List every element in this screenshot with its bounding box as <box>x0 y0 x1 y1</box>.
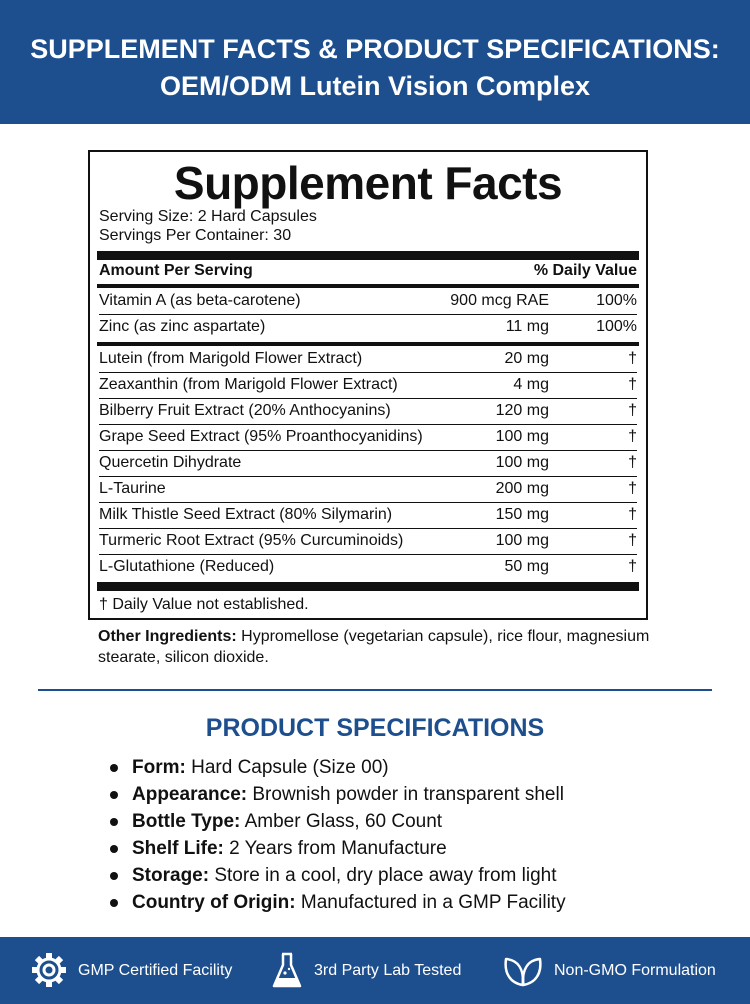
nutrient-amount: 900 mcg RAE <box>450 292 549 309</box>
spec-value: Brownish powder in transparent shell <box>247 784 564 805</box>
ingredient-amount: 120 mg <box>495 402 549 419</box>
spec-item <box>108 862 566 889</box>
spec-value: 2 Years from Manufacture <box>223 838 447 859</box>
spec-value: Hard Capsule (Size 00) <box>185 757 389 778</box>
ingredient-dv: † <box>628 350 637 367</box>
other-ingredients <box>98 626 658 668</box>
spec-item <box>108 781 566 808</box>
ingredient-dv: † <box>628 480 637 497</box>
spec-key: Form: <box>132 757 186 778</box>
ingredient-dv: † <box>628 376 637 393</box>
spec-item <box>108 835 566 862</box>
spec-item <box>108 889 566 916</box>
bullet-icon <box>110 818 118 826</box>
nutrient-name: Zinc (as zinc aspartate) <box>99 318 266 335</box>
specs-title: PRODUCT SPECIFICATIONS <box>205 714 545 742</box>
ingredient-dv: † <box>628 532 637 549</box>
spec-item <box>108 808 566 835</box>
thick-divider <box>97 582 639 591</box>
spec-value: Manufactured in a GMP Facility <box>295 892 566 913</box>
vitamin-row <box>99 315 637 340</box>
ingredient-row <box>99 503 637 529</box>
ingredient-dv: † <box>628 558 637 575</box>
badge-lab-label: 3rd Party Lab Tested <box>314 962 462 979</box>
ingredient-amount: 100 mg <box>495 532 549 549</box>
vitamin-row <box>99 289 637 315</box>
ingredient-row <box>99 425 637 451</box>
ingredient-name: Quercetin Dihydrate <box>99 454 242 471</box>
nutrient-amount: 11 mg <box>505 318 549 335</box>
ingredient-dv: † <box>628 428 637 445</box>
specs-list <box>108 754 566 916</box>
bullet-icon <box>110 872 118 880</box>
header-title-line1: SUPPLEMENT FACTS & PRODUCT SPECIFICATIONS: <box>30 34 720 64</box>
spec-value: Store in a cool, dry place away from light <box>209 865 557 886</box>
bullet-icon <box>110 899 118 907</box>
spec-key: Shelf Life: <box>132 838 224 859</box>
ingredient-amount: 200 mg <box>495 480 549 497</box>
ingredient-dv: † <box>628 506 637 523</box>
supplement-facts-panel <box>88 150 648 620</box>
ingredient-amount: 4 mg <box>513 376 549 393</box>
footer-banner <box>0 937 750 1004</box>
leaf-icon <box>500 951 546 989</box>
ingredient-name: Milk Thistle Seed Extract (80% Silymarin) <box>99 506 393 523</box>
nutrient-name: Vitamin A (as beta-carotene) <box>99 292 301 309</box>
nutrient-dv: 100% <box>596 318 637 335</box>
bullet-icon <box>110 845 118 853</box>
ingredient-row <box>99 451 637 477</box>
badge-gmp-label: GMP Certified Facility <box>78 962 233 979</box>
section-divider <box>38 689 712 691</box>
badge-nongmo-label: Non-GMO Formulation <box>554 962 716 979</box>
flask-icon <box>270 951 304 991</box>
facts-title: Supplement Facts <box>173 157 563 209</box>
spec-key: Country of Origin: <box>132 892 296 913</box>
ingredient-dv: † <box>628 402 637 419</box>
spec-key: Storage: <box>132 865 210 886</box>
amount-header-row <box>99 262 637 280</box>
ingredient-name: L-Glutathione (Reduced) <box>99 558 275 575</box>
daily-value-label: % Daily Value <box>533 262 637 279</box>
ingredient-name: Grape Seed Extract (95% Proanthocyanidins) <box>99 428 423 445</box>
serving-size: Serving Size: 2 Hard Capsules <box>99 208 317 225</box>
bullet-icon <box>110 791 118 799</box>
ingredient-row <box>99 529 637 555</box>
amount-per-serving-label: Amount Per Serving <box>99 262 253 279</box>
ingredient-amount: 50 mg <box>504 558 549 575</box>
ingredient-row <box>99 399 637 425</box>
medium-divider <box>97 284 639 288</box>
other-ingredients-label: Other Ingredients: <box>98 628 237 645</box>
other-ingredients-text: Hypromellose (vegetarian capsule), rice flour, magnesium stearate, silicon dioxide. <box>98 628 650 666</box>
ingredient-name: Lutein (from Marigold Flower Extract) <box>99 350 363 367</box>
ingredient-amount: 20 mg <box>504 350 549 367</box>
ingredient-amount: 100 mg <box>495 454 549 471</box>
spec-key: Appearance: <box>132 784 248 805</box>
daily-value-footnote: † Daily Value not established. <box>99 596 309 613</box>
ingredient-name: Zeaxanthin (from Marigold Flower Extract) <box>99 376 398 393</box>
ingredient-amount: 100 mg <box>495 428 549 445</box>
gear-icon <box>30 951 68 989</box>
ingredient-name: Turmeric Root Extract (95% Curcuminoids) <box>99 532 404 549</box>
header-title-line2: OEM/ODM Lutein Vision Complex <box>159 71 591 101</box>
servings-per-container: Servings Per Container: 30 <box>99 227 292 244</box>
ingredient-amount: 150 mg <box>495 506 549 523</box>
medium-divider <box>97 342 639 346</box>
ingredient-dv: † <box>628 454 637 471</box>
spec-key: Bottle Type: <box>132 811 241 832</box>
bullet-icon <box>110 764 118 772</box>
ingredient-row <box>99 555 637 580</box>
ingredient-name: L-Taurine <box>99 480 166 497</box>
spec-value: Amber Glass, 60 Count <box>240 811 443 832</box>
thick-divider <box>97 251 639 260</box>
ingredient-row <box>99 347 637 373</box>
ingredient-name: Bilberry Fruit Extract (20% Anthocyanins) <box>99 402 391 419</box>
nutrient-dv: 100% <box>596 292 637 309</box>
ingredient-row <box>99 373 637 399</box>
ingredient-row <box>99 477 637 503</box>
header-banner <box>0 0 750 124</box>
spec-item <box>108 754 566 781</box>
